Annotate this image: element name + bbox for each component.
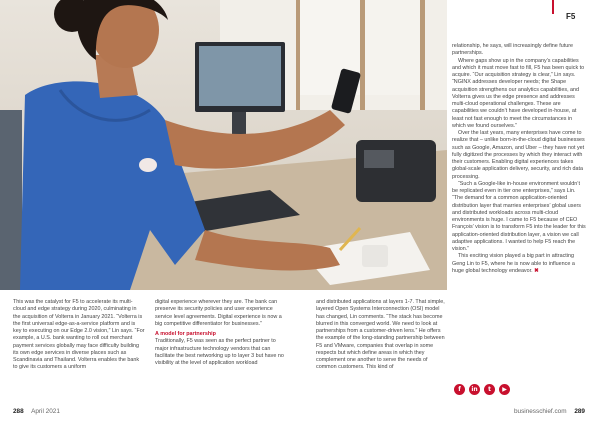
end-mark-icon: ✖ [534,267,539,274]
accent-bar [552,0,554,14]
facebook-icon[interactable]: f [454,384,465,395]
paragraph: This was the catalyst for F5 to accelerate its multi-cloud and edge strategy during 2020, culminating in the acquisition of Volterra in January 2021. “Volterra is the first universal edge-as-a-service platform and is key to executing on our Edge 2.0 vision,” Lin says. “For example, a U.S. bank wanting to roll out merchant payment services globally may face difficulty building its own edge services in diverse places such as Scandinavia and Thailand. Volterra enables the bank to give its customers a uniform [13,299,145,371]
page-number-right: 289 [574,408,585,415]
social-links [454,384,510,395]
paragraph: Over the last years, many enterprises have come to realize that – unlike born-in-the-cloud digital businesses such as Google, Amazon, and Uber – they have not yet fully digitized the processes by which they interact with their customers. Enabling digital experiences takes global-scale application delivery, security, and rich data processing. [452,130,585,180]
text-column-2 [155,299,287,367]
paragraph: and distributed applications at layers 1-7. That simple, layered Open Systems Interconnection (OSI) model has changed, Lin comments. “The stack has become blurred in this converged world. We need to look at partnerships from a customer-driven lens.” He offers the example of the long-standing partnership between F5 and VMware, companies that overlap in some respects but which define areas in which they complement one another to serve the needs of common customers. This kind of [316,299,445,371]
paragraph: relationship, he says, will increasingly define future partnerships. [452,43,574,57]
text-column-3 [316,299,449,372]
text-column-4 [452,43,586,275]
paragraph: “Such a Google-like in-house environment wouldn’t be replicated even in tier one enterprises,” says Lin. “The demand for a common application-oriented distribution layer that marries enterprises’ global users and distributed workloads across multi-cloud environments is huge. I came to F5 because of CEO François’ vision is to transform F5 into the leader for this application-oriented distribution layer, a vision we call adaptive applications. I wanted to help F5 reach the vision.” [452,180,586,252]
paragraph: Where gaps show up in the company’s capabilities and which it must move fast to fill, F5 has been quick to acquire. “Our acquisition strategy is clear,” Lin says. “NGINX addresses developer needs; the Shape acquisition strengthens our analytics capabilities, and Volterra gives us the edge presence and addresses multi-cloud operational challenges. These are capabilities we couldn’t have developed in-house, at least not fast enough to meet the circumstances in which we found ourselves.” [452,57,585,129]
youtube-icon[interactable]: ▶ [499,384,510,395]
paragraph-text: This exciting vision played a big part in attracting Geng Lin to F5, where he is now able to influence a huge global technology endeavor. [452,253,575,274]
folio-right [514,408,585,415]
issue-date: April 2021 [31,408,60,415]
section-subhead: A model for partnership [155,331,216,337]
folio-left [13,408,60,415]
linkedin-icon[interactable]: in [469,384,480,395]
twitter-icon[interactable]: t [484,384,495,395]
text-column-1 [13,299,145,372]
paragraph: digital experience wherever they are. The bank can preserve its security policies and user experience service level agreements. Digital experience is now a big competitive differentiator for businesses.” [155,299,282,327]
site-url[interactable]: businesschief.com [513,408,567,415]
paragraph: Traditionally, F5 was seen as the perfect partner to major infrastructure technology vendors that can facilitate the best networking up to layer 3 but have no visibility at the level of application workload [155,338,284,366]
paragraph [452,253,586,275]
page-number-left: 288 [13,408,24,415]
brand-mark: F5 [566,12,576,21]
